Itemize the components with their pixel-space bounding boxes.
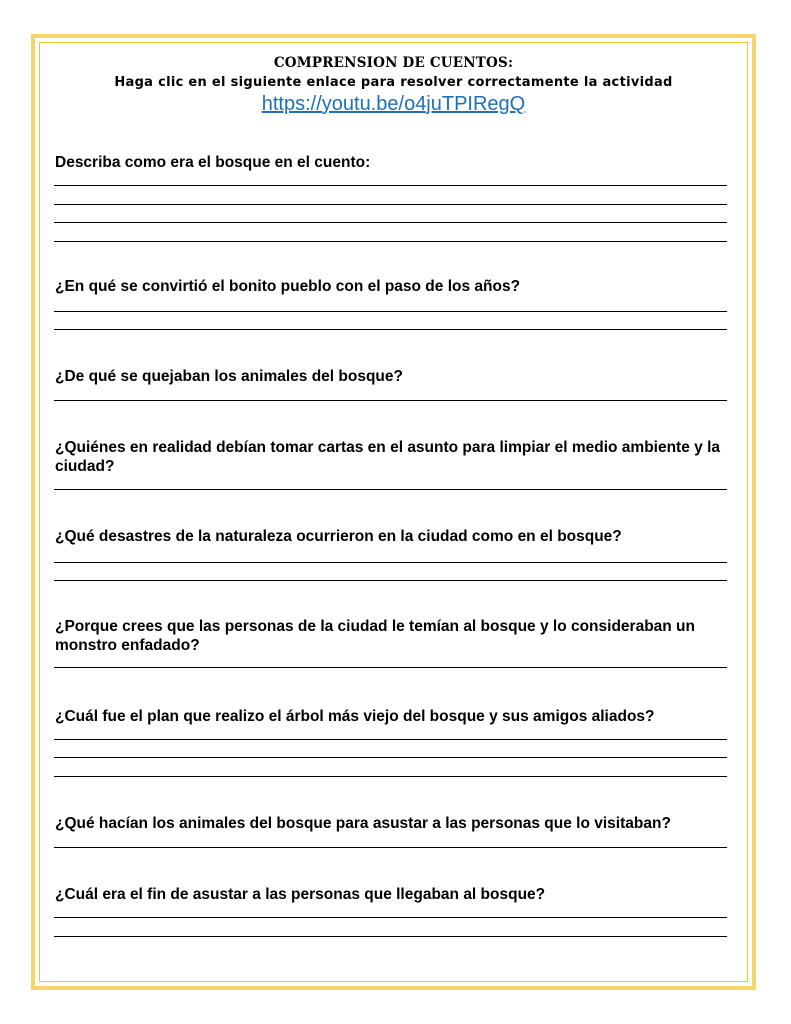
video-link-container: [39, 93, 748, 116]
answer-line[interactable]: [54, 562, 727, 563]
answer-line[interactable]: [54, 936, 727, 937]
question-9: ¿Cuál era el fin de asustar a las personas que llegaban al bosque?: [55, 886, 546, 903]
question-1: Describa como era el bosque en el cuento:: [55, 154, 371, 171]
page-border-inner: [39, 42, 748, 982]
answer-line[interactable]: [54, 222, 727, 223]
question-3: ¿De qué se quejaban los animales del bosque?: [55, 368, 403, 385]
answer-line[interactable]: [54, 311, 727, 312]
question-4: ¿Quiénes en realidad debían tomar cartas en el asunto para limpiar el medio ambiente y la ciudad?: [55, 439, 720, 475]
answer-line[interactable]: [54, 580, 727, 581]
answer-line[interactable]: [54, 667, 727, 668]
question-8: ¿Qué hacían los animales del bosque para asustar a las personas que lo visitaban?: [55, 815, 671, 832]
answer-line[interactable]: [54, 204, 727, 205]
answer-line[interactable]: [54, 185, 727, 186]
video-link[interactable]: https://youtu.be/o4juTPIRegQ: [261, 93, 526, 115]
answer-line[interactable]: [54, 847, 727, 848]
answer-line[interactable]: [54, 329, 727, 330]
answer-line[interactable]: [54, 757, 727, 758]
question-7: ¿Cuál fue el plan que realizo el árbol más viejo del bosque y sus amigos aliados?: [55, 708, 655, 725]
answer-line[interactable]: [54, 241, 727, 242]
answer-line[interactable]: [54, 739, 727, 740]
answer-line[interactable]: [54, 917, 727, 918]
worksheet-instructions: Haga clic en el siguiente enlace para resolver correctamente la actividad: [114, 75, 673, 90]
answer-line[interactable]: [54, 400, 727, 401]
answer-line[interactable]: [54, 776, 727, 777]
question-6: ¿Porque crees que las personas de la ciudad le temían al bosque y lo consideraban un monstro enfadado?: [55, 618, 695, 654]
answer-line[interactable]: [54, 489, 727, 490]
worksheet-title: COMPRENSION DE CUENTOS:: [273, 55, 514, 71]
question-5: ¿Qué desastres de la naturaleza ocurrieron en la ciudad como en el bosque?: [55, 528, 622, 545]
question-2: ¿En qué se convirtió el bonito pueblo con el paso de los años?: [55, 278, 521, 295]
